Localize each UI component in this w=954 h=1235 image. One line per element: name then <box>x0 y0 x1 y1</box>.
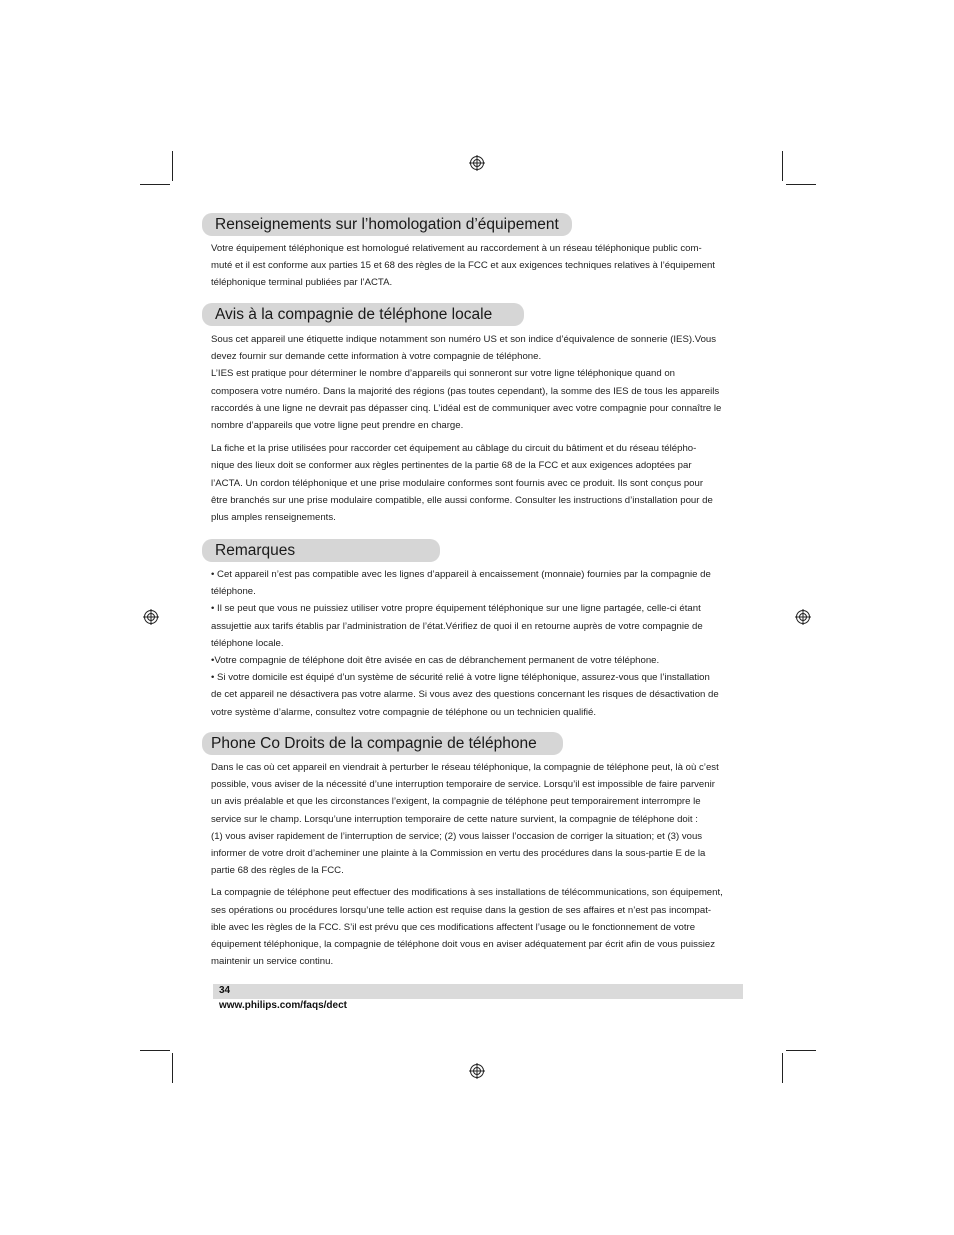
crop-mark <box>782 1053 783 1083</box>
section-heading-avis: Avis à la compagnie de téléphone locale <box>202 303 524 326</box>
registration-mark-icon <box>143 609 159 625</box>
footer-url-link[interactable]: www.philips.com/faqs/dect <box>219 1000 347 1011</box>
section-body-homologation <box>211 240 741 292</box>
footer-bar <box>213 984 743 999</box>
registration-mark-icon <box>469 155 485 171</box>
bullet-item: • Cet appareil n’est pas compatible avec les lignes d’appareil à encaissement (monnaie) fournies par la compagnie de téléphone. <box>211 569 711 598</box>
page-number: 34 <box>219 985 231 996</box>
section-heading-remarques: Remarques <box>202 539 440 562</box>
section-heading-homologation: Renseignements sur l’homologation d’équipement <box>202 213 572 236</box>
crop-mark <box>786 184 816 185</box>
crop-mark <box>172 1053 173 1083</box>
bullet-item: • Si votre domicile est équipé d’un système de sécurité relié à votre ligne téléphonique, assurez-vous que l’installation de cet appareil ne désactivera pas votre alarme. Si vous avez des questions concernant les risques de désactivation de votre système d’alarme, consultez votre compagnie de téléphone ou un technicien qualifié. <box>211 672 719 718</box>
paragraph: La compagnie de téléphone peut effectuer des modifications à ses installations de télécommunications, son équipement, ses opérations ou procédures lorsqu’une telle action est requise dans la gestion de ses affaires et n’est pas incompat- ible avec les règles de la FCC. S’il est prévu que ces modifications affectent l’usage ou le fonctionnement de votre équipement téléphonique, la compagnie de téléphone doit vous en aviser adéquatement par écrit afin de vous puissiez maintenir un service continu. <box>211 887 723 968</box>
paragraph: La fiche et la prise utilisées pour raccorder cet équipement au câblage du circuit du bâtiment et du réseau télépho- nique des lieux doit se conformer aux règles pertinentes de la partie 68 de la FCC et aux exigences adoptées par l’ACTA. Un cordon téléphonique et une prise modulaire conformes sont fournis avec ce produit. Ils sont conçus pour être branchés sur une prise modulaire compatible, elle aussi conforme. Consulter les instructions d’installation pour de plus amples renseignements. <box>211 443 713 524</box>
crop-mark <box>140 184 170 185</box>
crop-mark <box>140 1050 170 1051</box>
crop-mark <box>786 1050 816 1051</box>
paragraph: Dans le cas où cet appareil en viendrait à perturber le réseau téléphonique, la compagnie de téléphone peut, là où c’est possible, vous aviser de la nécessité d’une interruption temporaire de service. Lorsqu’il est impossible de faire parvenir un avis préalable et que les circonstances l’exigent, la compagnie de téléphone peut temporairement interrompre le service sur le champ. Lorsqu’une interruption temporaire de cette nature survient, la compagnie de téléphone doit : (1) vous aviser rapidement de l’interruption de service; (2) vous laisser l’occasion de corriger la situation; et (3) vous informer de votre droit d’acheminer une plainte à la Commission en vertu des procédures dans la sous-partie E de la partie 68 des règles de la FCC. <box>211 762 719 877</box>
paragraph: Sous cet appareil une étiquette indique notamment son numéro US et son indice d’équivalence de sonnerie (IES).Vous devez fournir sur demande cette information à votre compagnie de téléphone. <box>211 334 717 363</box>
registration-mark-icon <box>469 1063 485 1079</box>
bullet-item: • Il se peut que vous ne puissiez utiliser votre propre équipement téléphonique sur une ligne partagée, celle-ci étant assujettie aux tarifs établis par l’administration de l’état.Vérifiez de quoi il en retourne auprès de votre compagnie de téléphone locale. <box>211 603 703 649</box>
section-body-phone-co <box>211 759 741 970</box>
paragraph: Votre équipement téléphonique est homologué relativement au raccordement à un réseau téléphonique public com- muté et il est conforme aux parties 15 et 68 des règles de la FCC et aux exigences techniques relatives à l’équipement téléphonique terminal publiées par l’ACTA. <box>211 243 715 289</box>
crop-mark <box>782 151 783 181</box>
registration-mark-icon <box>795 609 811 625</box>
paragraph: L’IES est pratique pour déterminer le nombre d’appareils qui sonneront sur votre ligne téléphonique quand on composera votre numéro. Dans la majorité des régions (pas toutes cependant), la somme des IES de tous les appareils raccordés à une ligne ne devrait pas dépasser cinq. L’idéal est de communiquer avec votre compagnie pour connaître le nombre d’appareils que votre ligne peut prendre en charge. <box>211 368 722 432</box>
bullet-item: •Votre compagnie de téléphone doit être avisée en cas de débranchement permanent de votre téléphone. <box>211 655 660 667</box>
crop-mark <box>172 151 173 181</box>
section-body-avis <box>211 331 741 526</box>
section-heading-phone-co: Phone Co Droits de la compagnie de téléphone <box>202 732 563 755</box>
section-body-remarques <box>211 566 741 721</box>
